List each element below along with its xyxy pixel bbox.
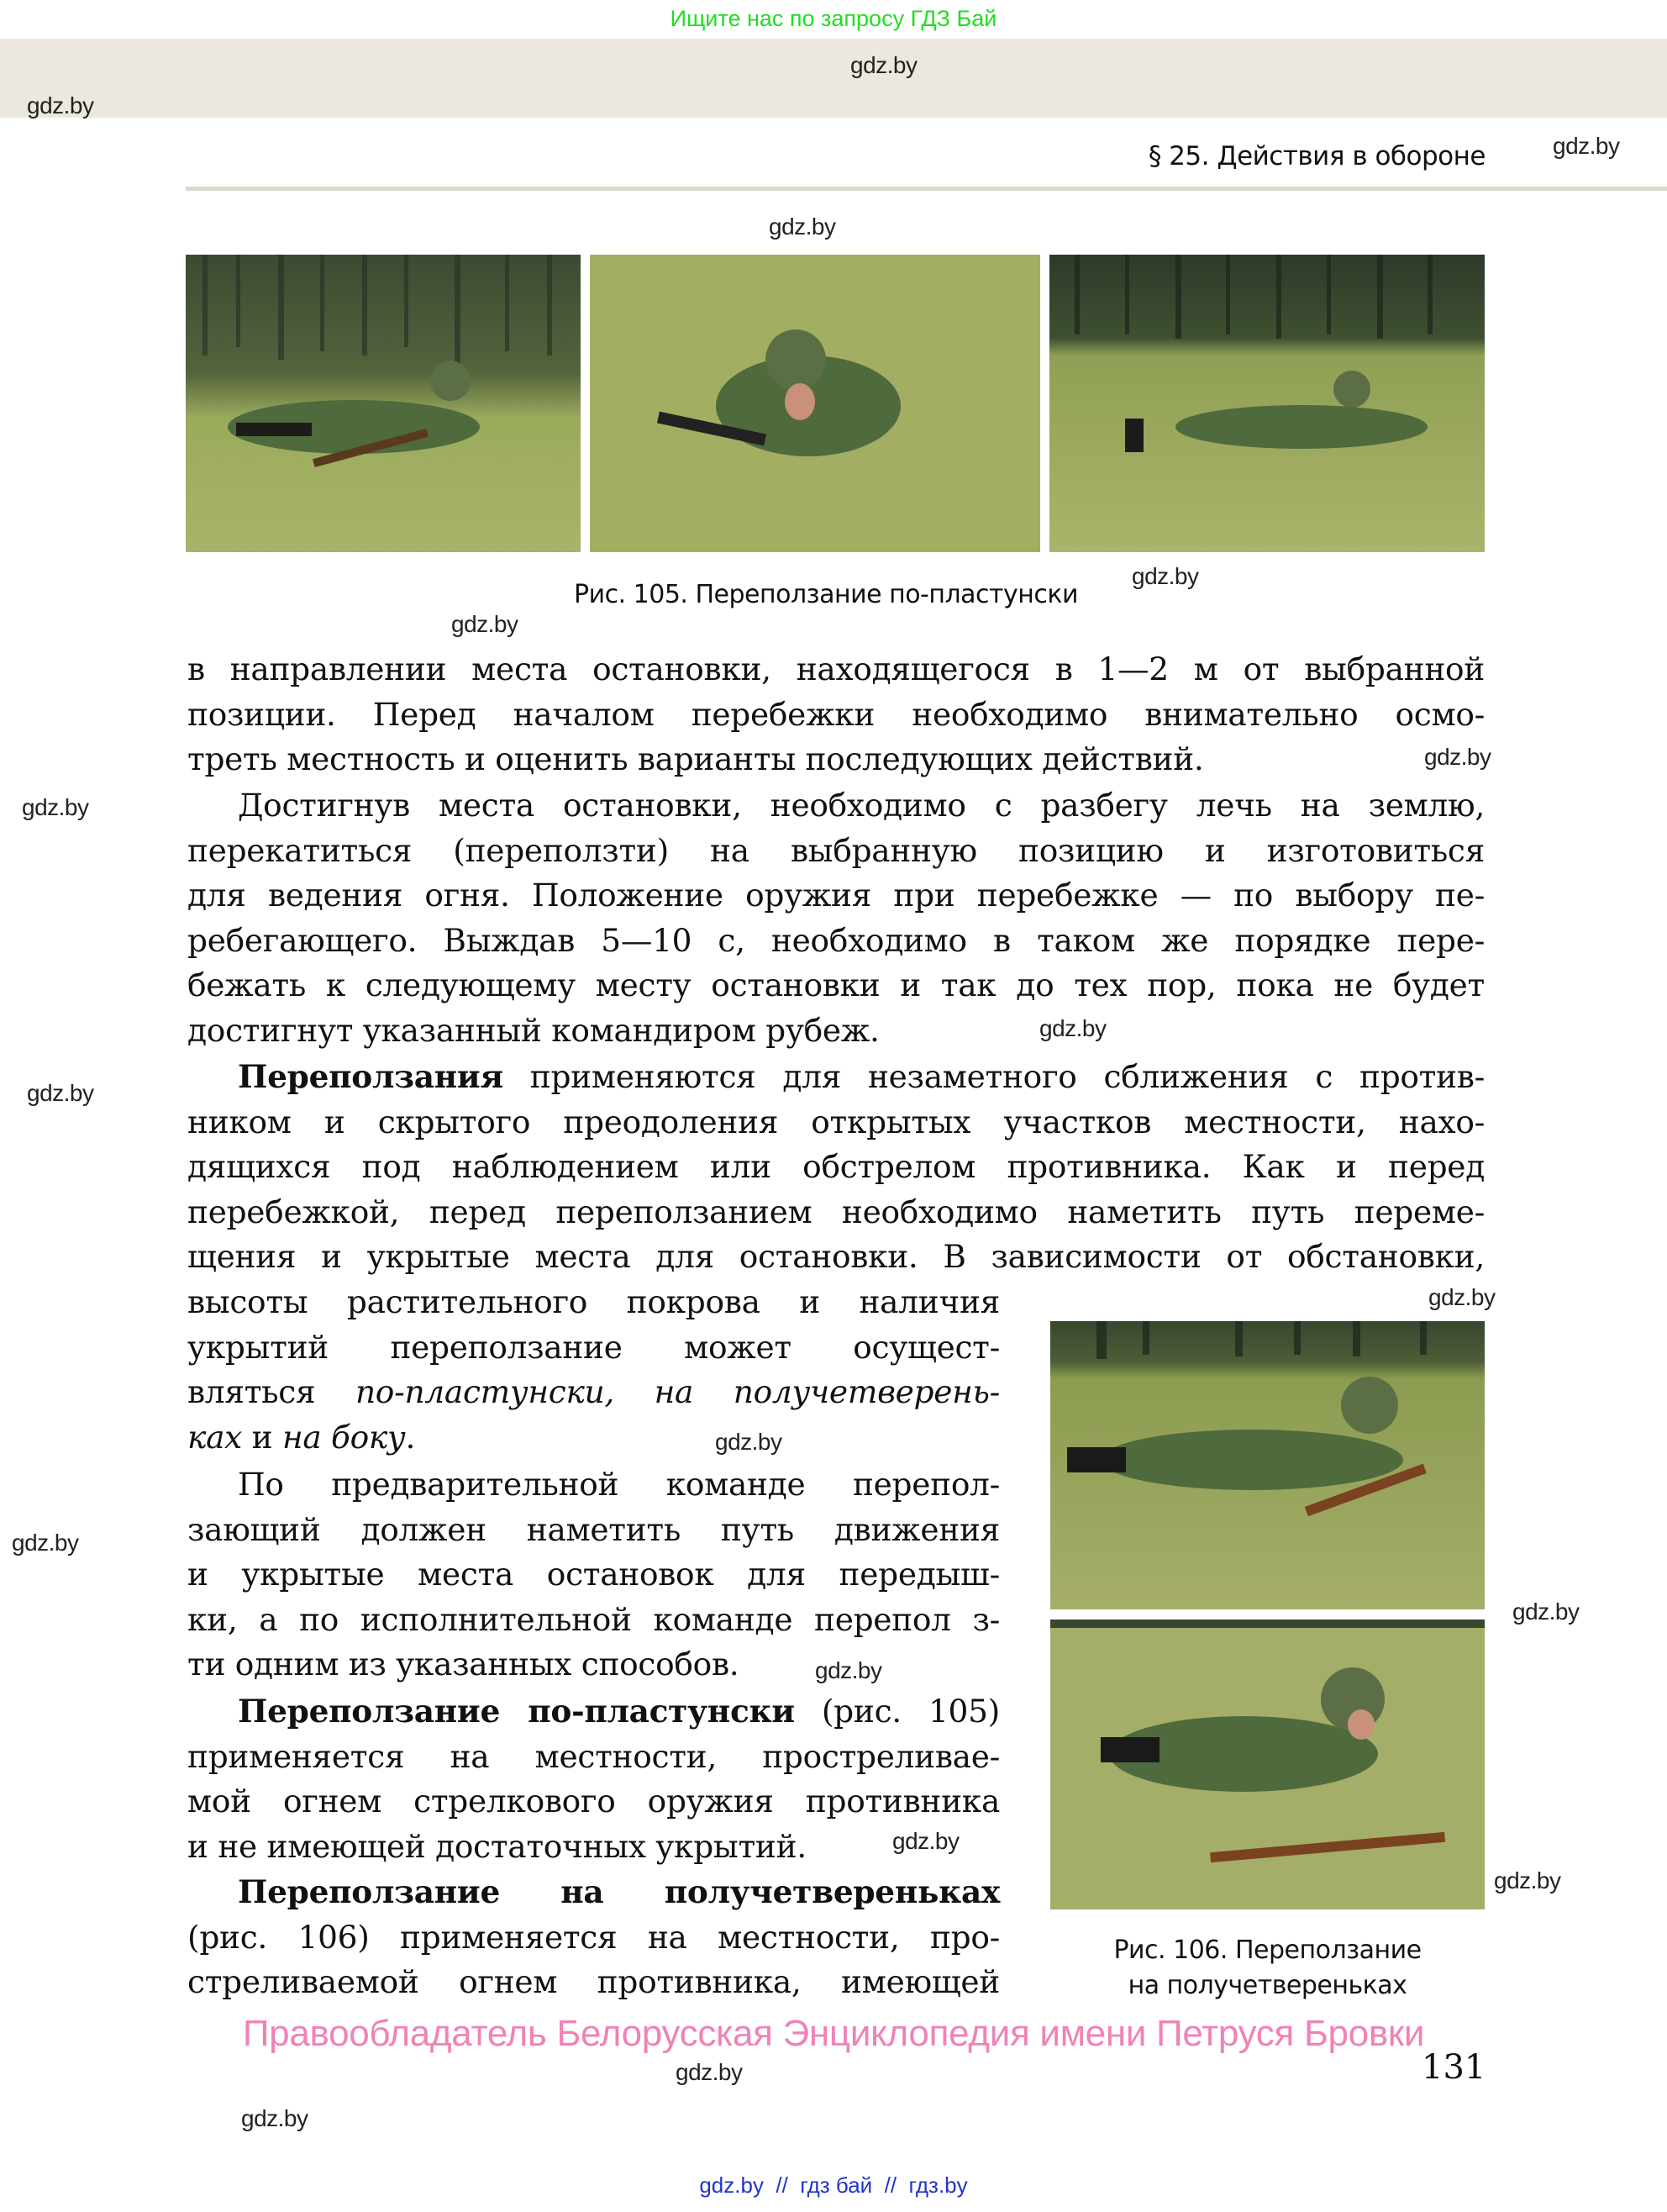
- figure-105-photo-2: [590, 255, 1040, 552]
- text-line: Достигнув места остановки, необходимо с разбегу лечь на землю,: [238, 787, 1485, 824]
- watermark: gdz.by: [1553, 133, 1620, 159]
- figure-105-photo-3: [1049, 255, 1485, 552]
- body-paragraph-6: [187, 1870, 1000, 2005]
- watermark: gdz.by: [12, 1530, 79, 1556]
- figure-105-photo-1: [186, 255, 581, 552]
- figure-106-photo-2: [1050, 1620, 1485, 1909]
- caption-line: на получетвереньках: [1128, 1971, 1407, 2000]
- watermark: gdz.by: [892, 1828, 960, 1854]
- figure-106-photo-1: [1050, 1321, 1485, 1609]
- watermark: gdz.by: [815, 1657, 882, 1683]
- text-line: применяется на местности, простреливае-: [187, 1737, 1000, 1775]
- figure-105-caption: Рис. 105. Переползание по-пластунски: [574, 580, 1079, 609]
- text-line: перебежкой, перед переползанием необходимо наметить путь переме-: [187, 1193, 1485, 1230]
- text-line: перекатиться (переползти) на выбранную позицию и изготовиться: [187, 831, 1485, 869]
- text-line: укрытий переползание может осущест-: [187, 1328, 1000, 1366]
- text-line: ки, а по исполнительной команде перепол з-: [187, 1600, 1000, 1638]
- text-line: Переползания применяются для незаметного сближения с против-: [238, 1058, 1485, 1095]
- text-line: для ведения огня. Положение оружия при перебежке — по выбору пе-: [187, 877, 1485, 914]
- text-line: щения и укрытые места для остановки. В зависимости от обстановки,: [187, 1238, 1485, 1276]
- body-paragraph-1: [187, 647, 1485, 782]
- watermark: gdz.by: [27, 1080, 94, 1106]
- text-line: позиции. Перед началом перебежки необходимо внимательно осмо-: [187, 695, 1485, 733]
- rights-holder-notice: Правообладатель Белорусская Энциклопедия имени Петруся Бровки: [242, 2013, 1425, 2054]
- text-line: высоты растительного покрова и наличия: [187, 1283, 1000, 1320]
- text-line: дящихся под наблюдением или обстрелом противника. Как и перед: [187, 1148, 1485, 1186]
- body-paragraph-5: [187, 1689, 1000, 1869]
- body-paragraph-4: [187, 1462, 1000, 1688]
- text-line: вляться по-пластунски, на получетверень-: [187, 1373, 1000, 1411]
- watermark: gdz.by: [1428, 1284, 1496, 1310]
- figure-106-caption: [1050, 1933, 1485, 2004]
- watermark: gdz.by: [715, 1429, 782, 1455]
- text-line: мой огнем стрелкового оружия противника: [187, 1783, 1000, 1820]
- watermark: gdz.by: [769, 213, 836, 240]
- term-perepolzaniya: Переползания: [238, 1058, 503, 1095]
- text-line: и укрытые места остановок для передыш-: [187, 1556, 1000, 1593]
- running-head: § 25. Действия в обороне: [1148, 141, 1486, 171]
- text-line: зающий должен наметить путь движения: [187, 1510, 1000, 1548]
- watermark: gdz.by: [241, 2105, 308, 2131]
- page-number: 131: [1422, 2048, 1486, 2087]
- text-line: Переползание по-пластунски (рис. 105): [238, 1693, 1000, 1730]
- watermark: gdz.by: [676, 2059, 743, 2085]
- footer-links[interactable]: gdz.by // гдз бай // гдз.by: [699, 2172, 968, 2198]
- watermark: gdz.by: [1512, 1598, 1580, 1625]
- watermark: gdz.by: [1494, 1867, 1561, 1893]
- watermark: gdz.by: [451, 611, 518, 637]
- watermark: gdz.by: [1039, 1015, 1107, 1041]
- watermark: gdz.by: [850, 52, 918, 78]
- body-paragraph-3-cont: [187, 1280, 1000, 1460]
- text-line: и не имеющей достаточных укрытий.: [187, 1827, 807, 1865]
- watermark: gdz.by: [27, 92, 94, 118]
- text-line: ником и скрытого преодоления открытых участков местности, нахо-: [187, 1103, 1485, 1140]
- search-hint-banner: Ищите нас по запросу ГДЗ Бай: [670, 6, 997, 31]
- term-na-poluchetverenkah: Переползание на получетвереньках: [238, 1873, 1000, 1910]
- body-paragraph-3: [187, 1055, 1485, 1280]
- text-line: бежать к следующему месту остановки и так до тех пор, пока не будет: [187, 966, 1485, 1004]
- text-line: ти одним из указанных способов.: [187, 1646, 739, 1683]
- text-line: ках и на боку.: [187, 1418, 416, 1456]
- watermark: gdz.by: [1424, 744, 1491, 770]
- watermark: gdz.by: [1132, 563, 1199, 589]
- watermark: gdz.by: [22, 794, 89, 820]
- caption-line: Рис. 106. Переползание: [1113, 1936, 1422, 1965]
- text-line: По предварительной команде перепол-: [238, 1466, 1000, 1503]
- text-line: (рис. 106) применяется на местности, про-: [187, 1918, 1000, 1956]
- text-line: [187, 1870, 1000, 1915]
- text-line: треть местность и оценить варианты последующих действий.: [187, 740, 1204, 778]
- text-line: достигнут указанный командиром рубеж.: [187, 1011, 880, 1049]
- text-line: стреливаемой огнем противника, имеющей: [187, 1963, 1000, 2001]
- text-line: в направлении места остановки, находящегося в 1—2 м от выбранной: [187, 650, 1485, 687]
- body-paragraph-2: [187, 783, 1485, 1054]
- header-band: [0, 39, 1667, 118]
- header-rule: [186, 187, 1667, 191]
- term-po-plastunski: Переползание по-пластунски: [238, 1693, 795, 1730]
- text-line: ребегающего. Выждав 5—10 с, необходимо в таком же порядке пере-: [187, 921, 1485, 959]
